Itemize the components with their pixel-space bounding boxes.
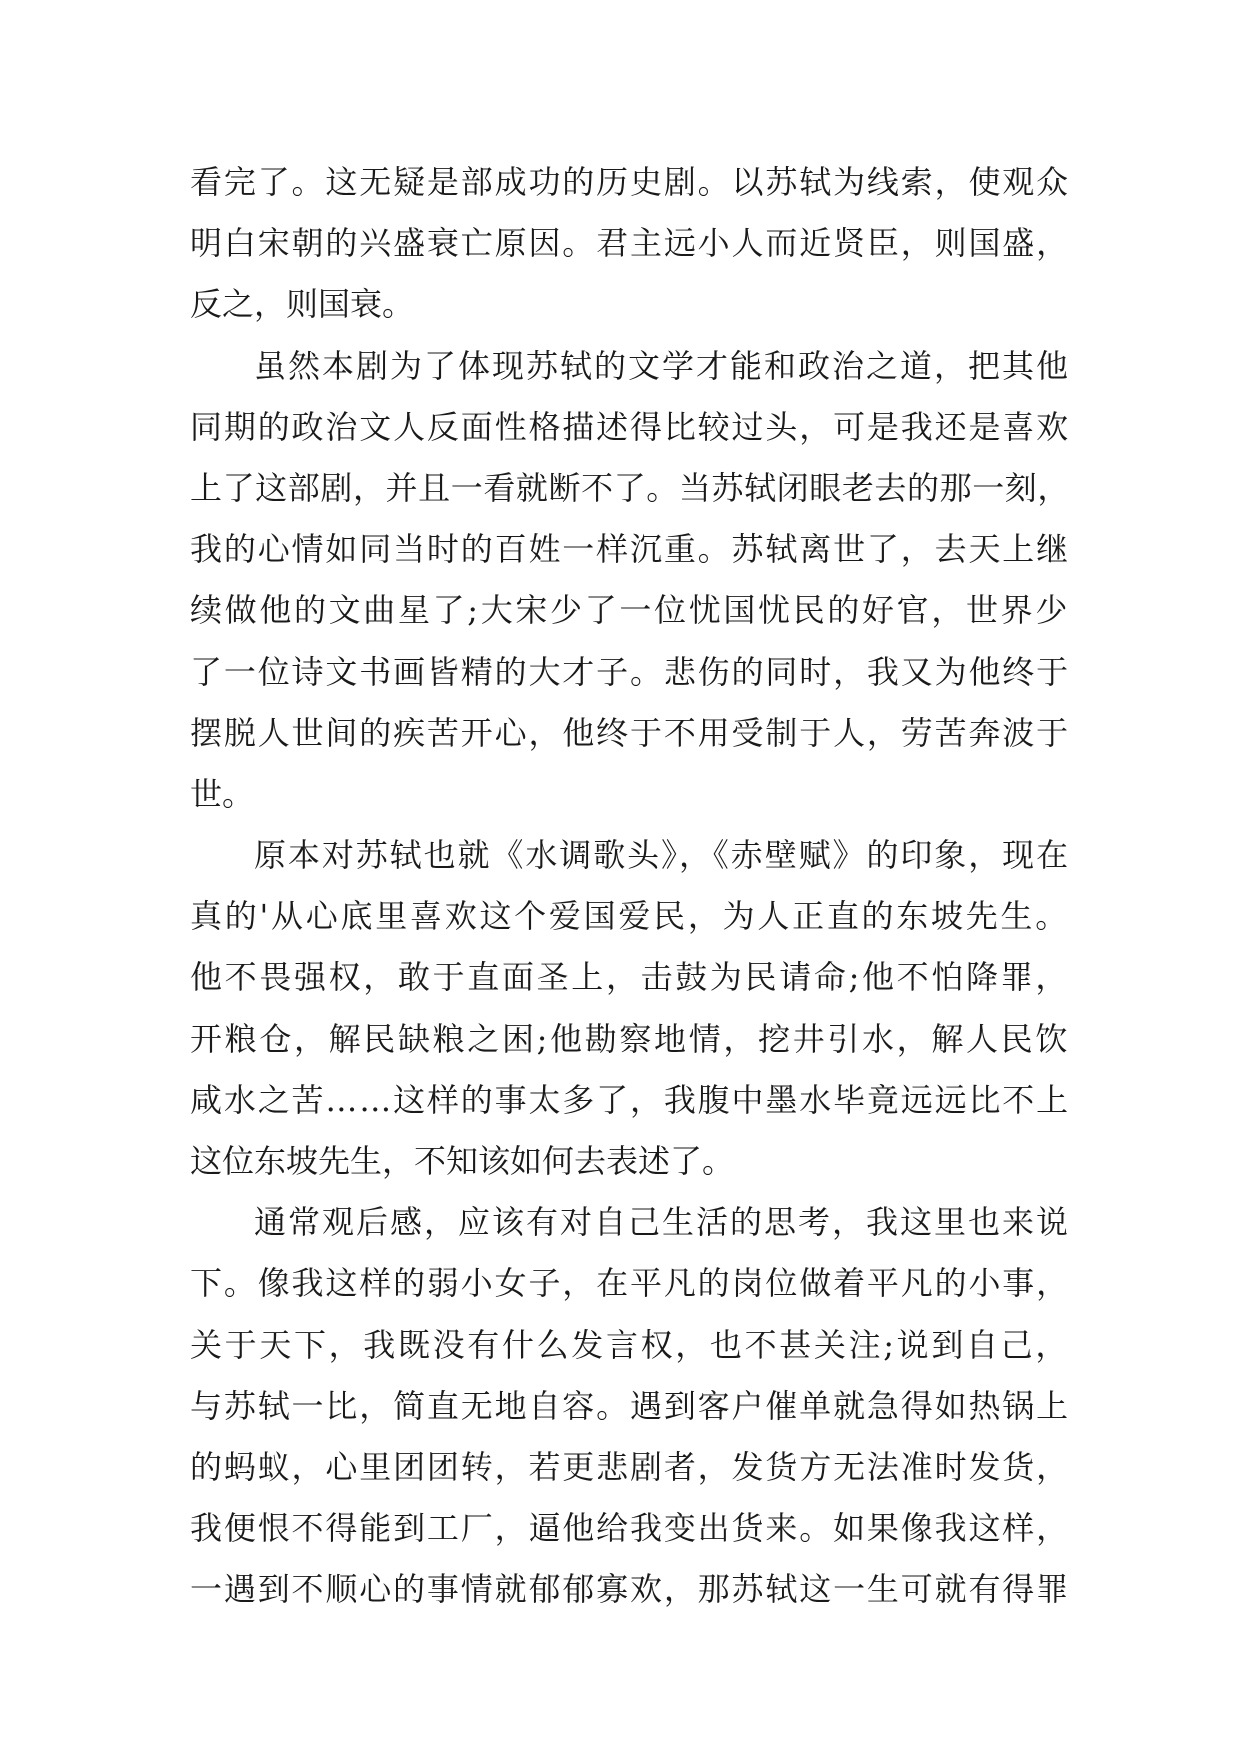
- paragraph-first-line: 通常观后感，应该有对自己生活的思考，我这里也来说: [254, 1203, 1070, 1242]
- text-line: 反之，则国衰。: [190, 285, 415, 324]
- body-text: [190, 152, 1070, 1621]
- text-line: 上了这部剧，并且一看就断不了。当苏轼闭眼老去的那一刻，: [190, 468, 1070, 507]
- text-line: 看完了。这无疑是部成功的历史剧。以苏轼为线索，使观众: [190, 163, 1070, 201]
- text-line: 这位东坡先生，不知该如何去表述了。: [190, 1142, 735, 1180]
- text-line: 同期的政治文人反面性格描述得比较过头，可是我还是喜欢: [190, 407, 1070, 446]
- text-line: 我的心情如同当时的百姓一样沉重。苏轼离世了，去天上继: [190, 530, 1070, 569]
- text-line: 摆脱人世间的疾苦开心，他终于不用受制于人，劳苦奔波于: [190, 713, 1070, 752]
- text-line: 关于天下，我既没有什么发言权，也不甚关注;说到自己，: [190, 1325, 1070, 1364]
- text-line: 一遇到不顺心的事情就郁郁寡欢，那苏轼这一生可就有得罪: [190, 1570, 1070, 1609]
- text-line: 我便恨不得能到工厂，逼他给我变出货来。如果像我这样，: [190, 1509, 1070, 1548]
- text-line: 的蚂蚁，心里团团转，若更悲剧者，发货方无法准时发货，: [190, 1447, 1070, 1486]
- text-line: 了一位诗文书画皆精的大才子。悲伤的同时，我又为他终于: [190, 652, 1070, 691]
- text-line: 真的'从心底里喜欢这个爱国爱民，为人正直的东坡先生。: [190, 897, 1070, 936]
- text-line: 开粮仓，解民缺粮之困;他勘察地情，挖井引水，解人民饮: [190, 1019, 1070, 1058]
- text-line: 咸水之苦……这样的事太多了，我腹中墨水毕竟远远比不上: [190, 1080, 1070, 1119]
- text-line: 世。: [190, 774, 255, 813]
- text-line: 他不畏强权，敢于直面圣上，击鼓为民请命;他不怕降罪，: [190, 958, 1070, 997]
- text-line: 下。像我这样的弱小女子，在平凡的岗位做着平凡的小事，: [190, 1264, 1070, 1303]
- text-line: 续做他的文曲星了;大宋少了一位忧国忧民的好官，世界少: [190, 591, 1070, 630]
- paragraph-first-line: 虽然本剧为了体现苏轼的文学才能和政治之道，把其他: [254, 346, 1070, 385]
- paragraph-first-line: 原本对苏轼也就《水调歌头》，《赤壁赋》的印象，现在: [254, 836, 1070, 875]
- text-line: 明白宋朝的兴盛衰亡原因。君主远小人而近贤臣，则国盛，: [190, 224, 1070, 263]
- text-line: 与苏轼一比，简直无地自容。遇到客户催单就急得如热锅上: [190, 1386, 1070, 1425]
